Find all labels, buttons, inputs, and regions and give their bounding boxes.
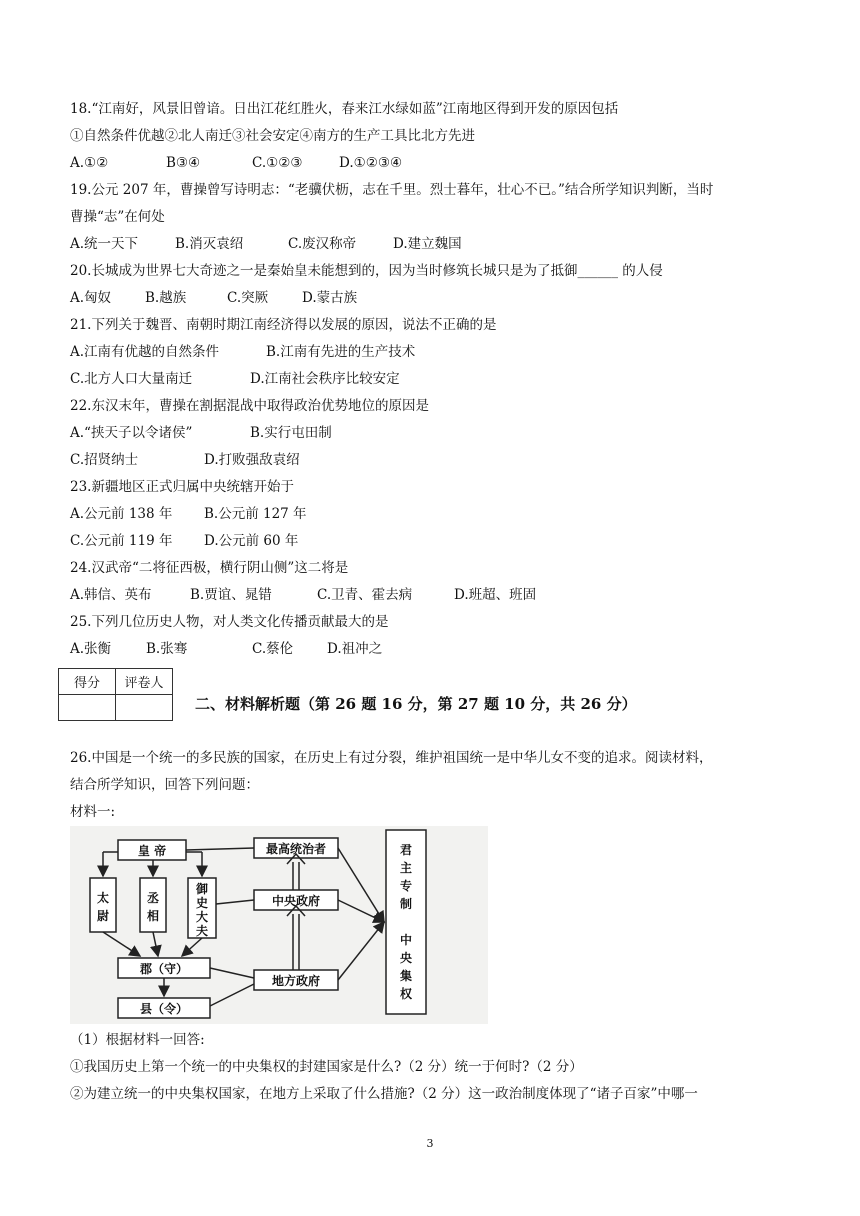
option: C.卫青、霍去病 (317, 587, 413, 603)
q21-options-row2 (70, 370, 400, 388)
yushidafu-label-3: 大 (195, 910, 209, 924)
option: A.统一天下 (70, 236, 139, 252)
score-header: 得分 (59, 669, 116, 695)
q23-options-row1 (70, 505, 307, 523)
option: C.废汉称帝 (288, 236, 357, 252)
q18-options (70, 154, 402, 172)
system-label-2: 主 (399, 861, 413, 875)
option: D.江南社会秩序比较安定 (250, 371, 400, 387)
q19-stem-cont: 曹操“志”在何处 (70, 209, 165, 225)
chengxiang-label-1: 丞 (146, 891, 160, 905)
option: D.蒙古族 (302, 290, 358, 306)
q18-stem: 18.“江南好，风景旧曾谙。日出江花红胜火，春来江水绿如蓝”江南地区得到开发的原因包括 (70, 101, 619, 117)
option: A.公元前 138 年 (70, 506, 173, 522)
option: D.建立魏国 (393, 236, 462, 252)
q18-sub: ①自然条件优越②北人南迁③社会安定④南方的生产工具比北方先进 (70, 128, 475, 144)
grader-header: 评卷人 (116, 669, 173, 695)
system-label-4: 制 (399, 897, 413, 911)
score-cell[interactable] (59, 695, 116, 721)
system-label-6: 中 (399, 933, 413, 947)
taiwei-box (90, 878, 116, 932)
q26-part1-q2: ②为建立统一的中央集权国家，在地方上采取了什么措施?（2 分）这一政治制度体现了“诸子百家”中哪一 (70, 1086, 698, 1102)
option: C.突厥 (227, 290, 269, 306)
q23-stem: 23.新疆地区正式归属中央统辖开始于 (70, 479, 294, 495)
option: B.越族 (145, 290, 187, 306)
political-structure-diagram (70, 826, 488, 1024)
option: A.①② (70, 155, 109, 171)
system-label-3: 专 (399, 879, 413, 893)
system-label-1: 君 (399, 843, 413, 857)
q23-options-row2 (70, 532, 298, 550)
option: B.消灭袁绍 (175, 236, 244, 252)
page-number: 3 (426, 1137, 434, 1150)
option: B.江南有先进的生产技术 (266, 344, 416, 360)
q19-stem: 19.公元 207 年，曹操曾写诗明志：“老骥伏枥，志在千里。烈士暮年，壮心不已。”结合所学知识判断，当时 (70, 182, 714, 198)
material-label: 材料一: (70, 804, 116, 820)
q21-stem: 21.下列关于魏晋、南朝时期江南经济得以发展的原因，说法不正确的是 (70, 317, 497, 333)
q26-part1-q1: ①我国历史上第一个统一的中央集权的封建国家是什么?（2 分）统一于何时?（2 分） (70, 1059, 583, 1075)
option: A.韩信、英布 (70, 587, 152, 603)
taiwei-label-2: 尉 (96, 909, 110, 923)
option: C.北方人口大量南迁 (70, 371, 193, 387)
option: C.①②③ (252, 155, 303, 171)
option: A.“挟天子以令诸侯” (70, 425, 193, 441)
q22-stem: 22.东汉末年，曹操在割据混战中取得政治优势地位的原因是 (70, 398, 429, 414)
chengxiang-box (140, 878, 166, 932)
system-label-8: 集 (399, 969, 413, 983)
local-label: 地方政府 (271, 974, 321, 988)
option: B.张骞 (146, 641, 188, 657)
system-label-7: 央 (399, 951, 413, 965)
emperor-label: 皇 帝 (137, 844, 167, 858)
option: D.祖冲之 (327, 641, 383, 657)
option: A.江南有优越的自然条件 (70, 344, 220, 360)
yushidafu-label-1: 御 (195, 882, 209, 896)
q22-options-row1 (70, 424, 332, 442)
q20-options (70, 289, 357, 307)
central-label: 中央政府 (271, 894, 321, 908)
option: B.贾谊、晁错 (190, 587, 272, 603)
chengxiang-label-2: 相 (146, 909, 160, 923)
q22-options-row2 (70, 451, 300, 469)
q25-options (70, 640, 382, 658)
taiwei-label-1: 太 (96, 891, 110, 905)
q25-stem: 25.下列几位历史人物，对人类文化传播贡献最大的是 (70, 614, 389, 630)
option: D.①②③④ (339, 155, 403, 171)
section-title: 二、材料解析题（第 26 题 16 分，第 27 题 10 分，共 26 分） (195, 695, 637, 713)
q24-options (70, 586, 536, 604)
material-diagram (70, 826, 488, 1024)
yushidafu-label-4: 夫 (195, 924, 209, 938)
option: B③④ (166, 155, 201, 171)
option: D.打败强敌袁绍 (204, 452, 300, 468)
option: C.招贤纳士 (70, 452, 139, 468)
q24-stem: 24.汉武帝“二将征西极，横行阴山侧”这二将是 (70, 560, 349, 576)
option: B.实行屯田制 (250, 425, 332, 441)
q26-stem: 26.中国是一个统一的多民族的国家，在历史上有过分裂，维护祖国统一是中华儿女不变的追求。阅读材料， (70, 750, 713, 766)
supreme-label: 最高统治者 (265, 842, 327, 856)
option: D.公元前 60 年 (204, 533, 299, 549)
xian-label: 县（令） (139, 1002, 189, 1016)
q26-stem-cont: 结合所学知识，回答下列问题： (70, 777, 259, 793)
system-label-9: 权 (399, 987, 413, 1001)
yushidafu-label-2: 史 (195, 896, 209, 910)
score-table (58, 668, 173, 721)
jun-label: 郡（守） (139, 962, 189, 976)
q21-options-row1 (70, 343, 415, 361)
grader-cell[interactable] (116, 695, 173, 721)
option: C.公元前 119 年 (70, 533, 173, 549)
option: B.公元前 127 年 (204, 506, 307, 522)
q26-part1: （1）根据材料一回答: (70, 1032, 205, 1048)
option: A.张衡 (70, 641, 112, 657)
q20-stem: 20.长城成为世界七大奇迹之一是秦始皇未能想到的，因为当时修筑长城只是为了抵御______ 的人侵 (70, 263, 663, 279)
option: C.蔡伦 (252, 641, 294, 657)
q19-options (70, 235, 462, 253)
option: D.班超、班固 (454, 587, 537, 603)
option: A.匈奴 (70, 290, 112, 306)
